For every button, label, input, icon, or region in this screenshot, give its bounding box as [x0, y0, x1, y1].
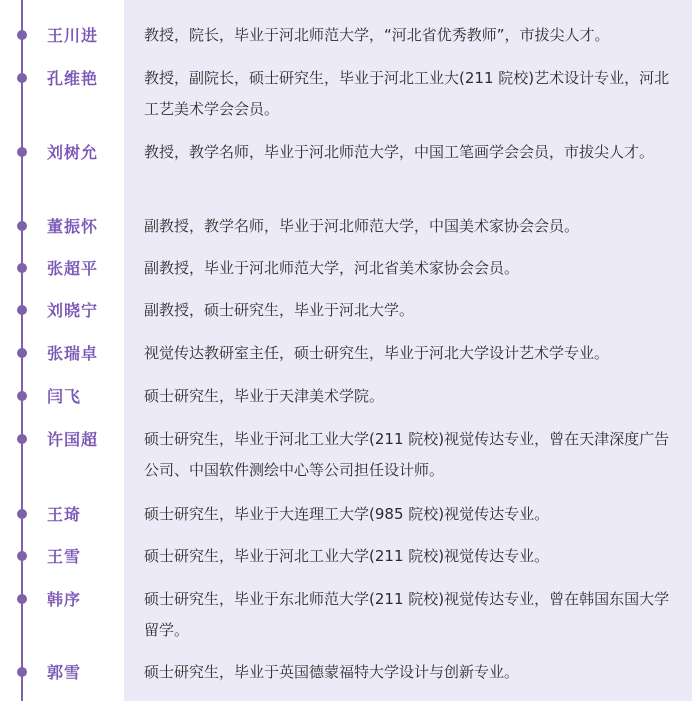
faculty-name: 张瑞卓 [47, 344, 99, 363]
faculty-description: 硕士研究生，毕业于河北工业大学(211 院校)视觉传达专业。 [144, 547, 550, 565]
faculty-name: 郭雪 [47, 663, 82, 682]
faculty-name: 刘树允 [47, 143, 99, 162]
timeline-dot [17, 391, 27, 401]
faculty-name: 董振怀 [47, 217, 99, 236]
faculty-description: 教授，教学名师，毕业于河北师范大学，中国工笔画学会会员，市拔尖人才。 [144, 143, 655, 161]
faculty-description: 副教授，毕业于河北师范大学，河北省美术家协会会员。 [144, 259, 520, 277]
faculty-description: 硕士研究生，毕业于东北师范大学(211 院校)视觉传达专业，曾在韩国东国大学留学。 [144, 590, 670, 639]
timeline-dot [17, 73, 27, 83]
faculty-name: 王琦 [47, 505, 82, 524]
faculty-name: 王雪 [47, 547, 82, 566]
faculty-name: 王川进 [47, 26, 99, 45]
timeline-dot [17, 263, 27, 273]
faculty-description: 硕士研究生，毕业于大连理工大学(985 院校)视觉传达专业。 [144, 505, 550, 523]
timeline-dot [17, 147, 27, 157]
faculty-name: 孔维艳 [47, 69, 99, 88]
timeline-dot [17, 434, 27, 444]
faculty-name: 刘晓宁 [47, 301, 99, 320]
faculty-description: 硕士研究生，毕业于英国德蒙福特大学设计与创新专业。 [144, 663, 520, 681]
faculty-name: 张超平 [47, 259, 99, 278]
timeline-dot [17, 30, 27, 40]
timeline-dot [17, 551, 27, 561]
faculty-description: 副教授，教学名师，毕业于河北师范大学，中国美术家协会会员。 [144, 217, 580, 235]
timeline-dot [17, 348, 27, 358]
timeline-dot [17, 221, 27, 231]
faculty-name: 韩序 [47, 590, 82, 609]
timeline-dot [17, 305, 27, 315]
faculty-description: 硕士研究生，毕业于河北工业大学(211 院校)视觉传达专业，曾在天津深度广告公司、中国软件测绘中心等公司担任设计师。 [144, 430, 670, 479]
faculty-description: 副教授，硕士研究生，毕业于河北大学。 [144, 301, 415, 319]
timeline-dot [17, 509, 27, 519]
faculty-name: 闫飞 [47, 387, 82, 406]
faculty-description: 视觉传达教研室主任，硕士研究生，毕业于河北大学设计艺术学专业。 [144, 344, 610, 362]
faculty-description: 教授，院长，毕业于河北师范大学，“河北省优秀教师”，市拔尖人才。 [144, 26, 610, 44]
faculty-name: 许国超 [47, 430, 99, 449]
faculty-description: 硕士研究生，毕业于天津美术学院。 [144, 387, 385, 405]
timeline-dot [17, 594, 27, 604]
timeline-dot [17, 667, 27, 677]
faculty-description: 教授，副院长，硕士研究生，毕业于河北工业大(211 院校)艺术设计专业，河北工艺美术学会会员。 [144, 69, 670, 118]
